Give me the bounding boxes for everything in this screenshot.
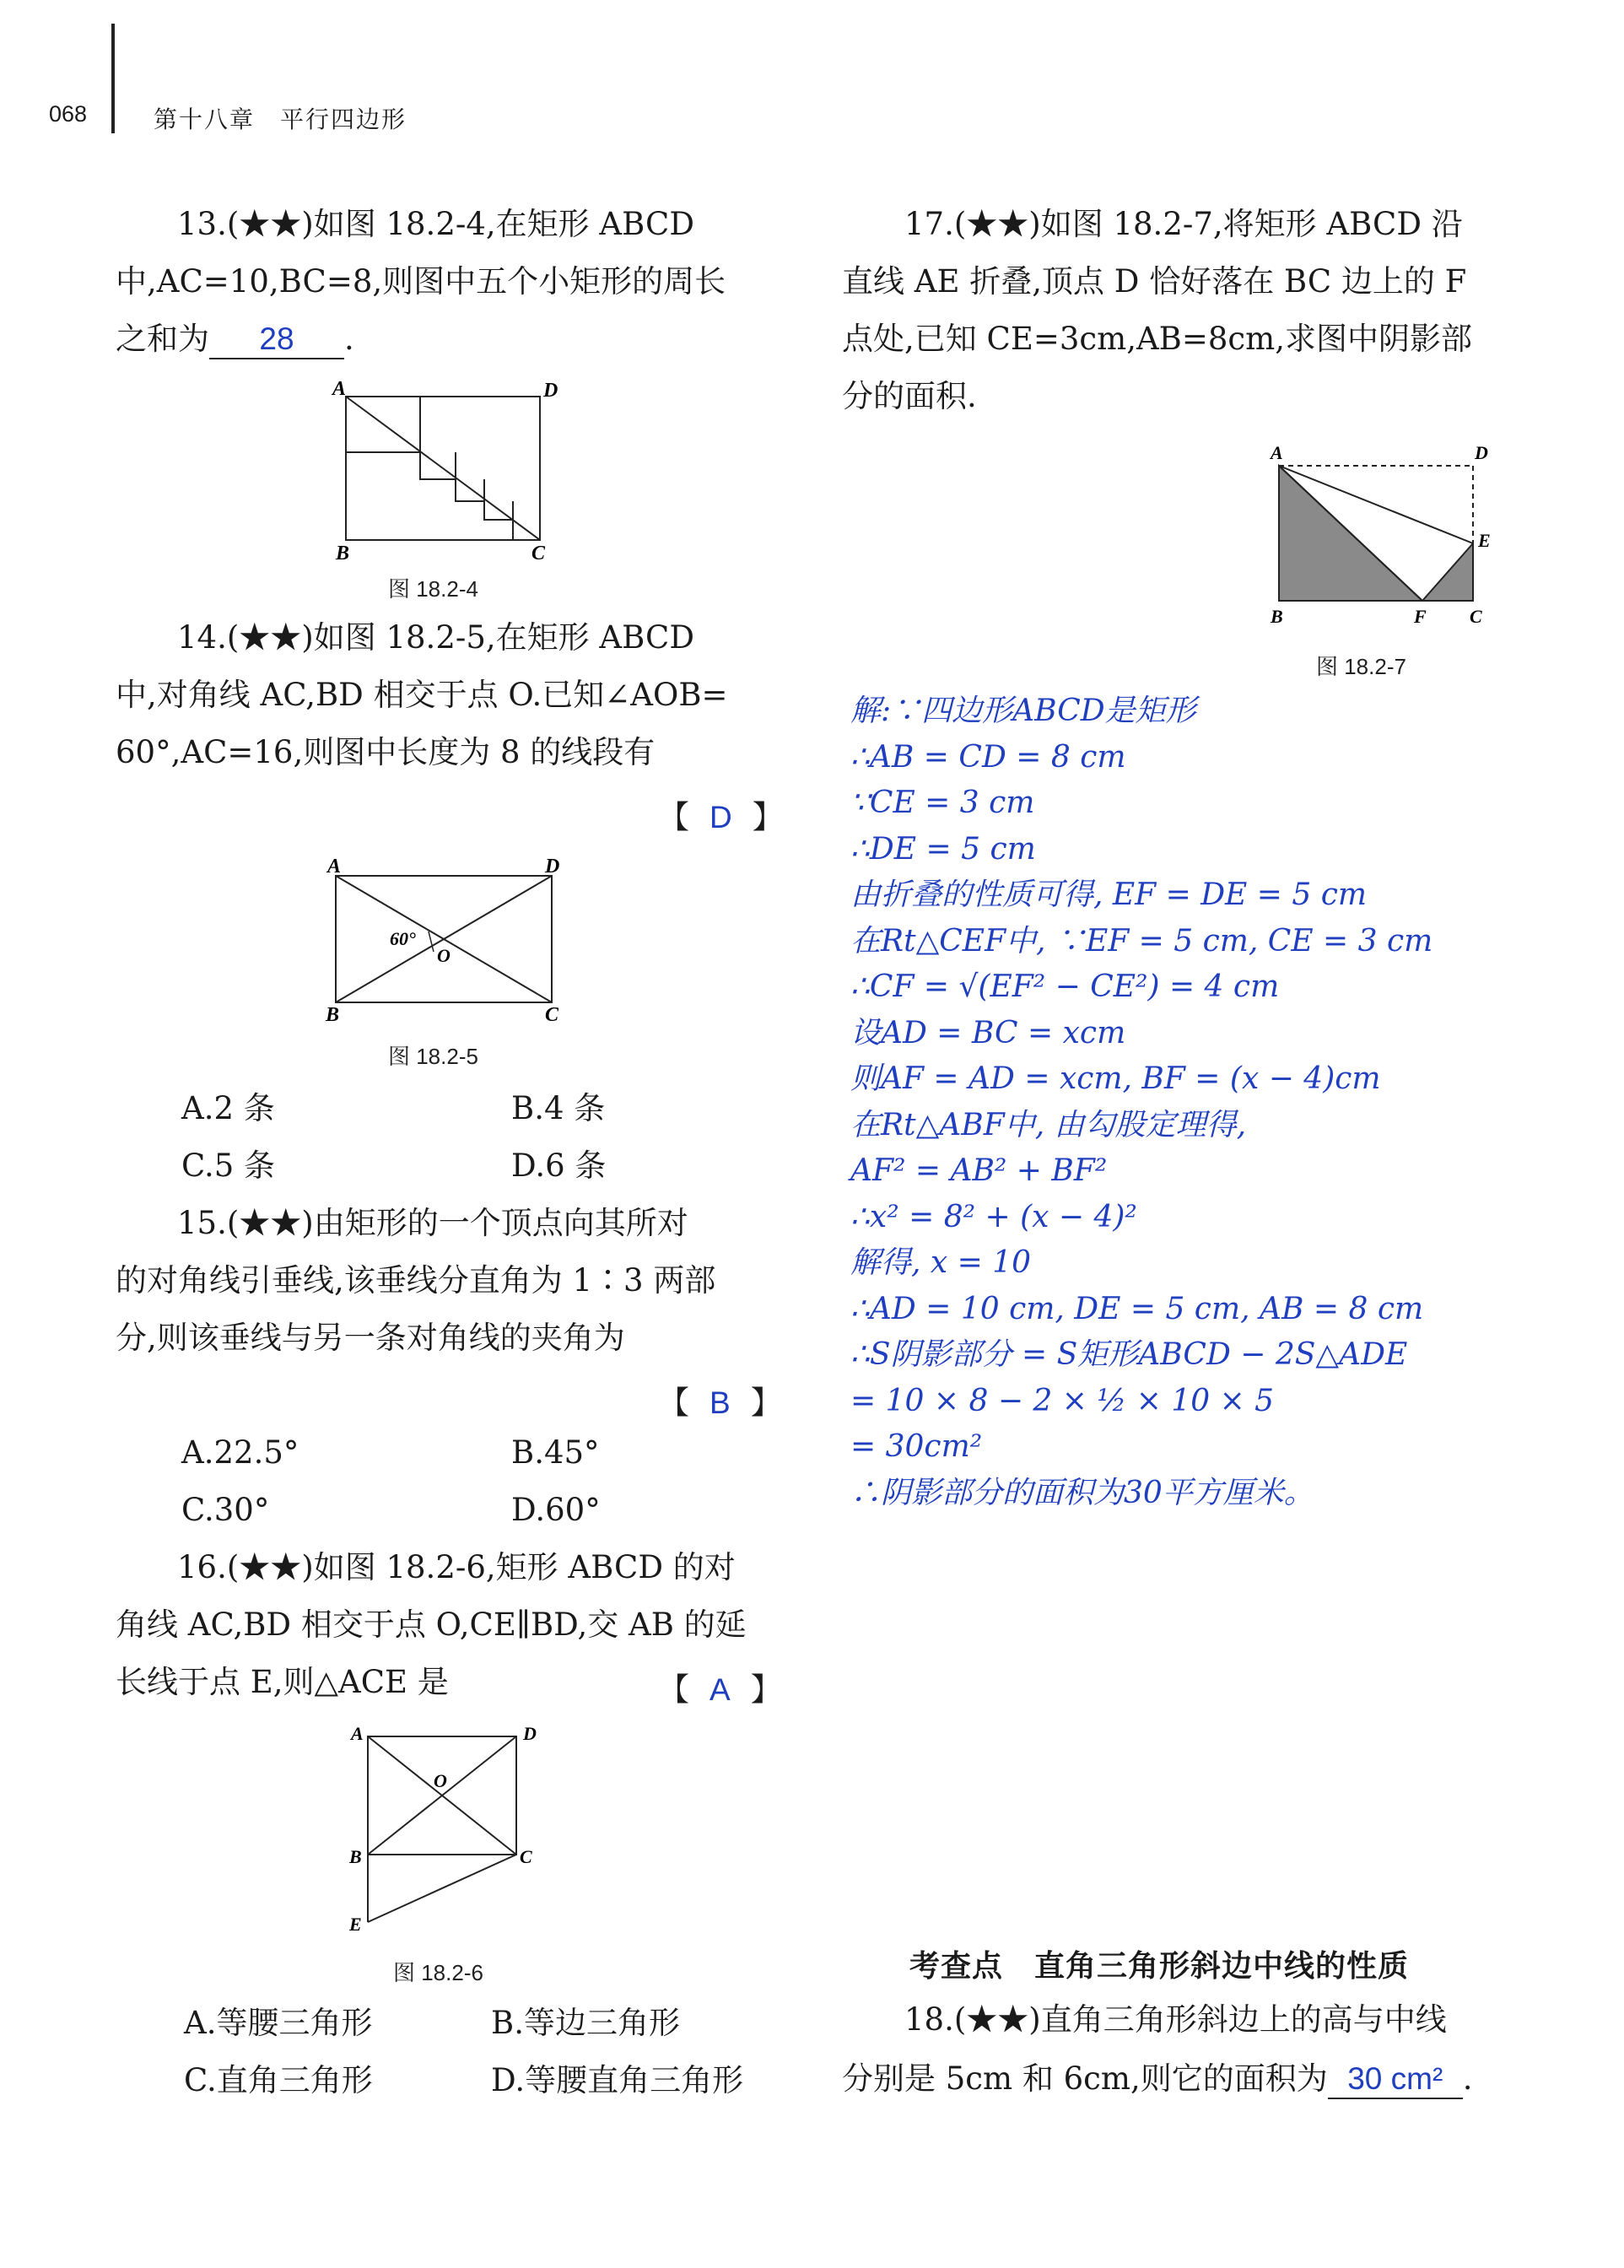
solution-line: ∴x² = 8² + (x − 4)² <box>850 1199 1137 1234</box>
q16-answer: A <box>709 1672 731 1707</box>
q15-answer-bracket: 【 B 】 <box>658 1385 782 1421</box>
q15-line-2: 的对角线引垂线,该垂线分直角为 1∶3 两部 <box>116 1262 716 1299</box>
q17-label-a: A <box>1271 442 1283 463</box>
solution-line: ∴AD = 10 cm, DE = 5 cm, AB = 8 cm <box>850 1291 1424 1326</box>
q15-line-1: 15.(★★)由矩形的一个顶点向其所对 <box>177 1205 688 1241</box>
solution-line: 解得, x = 10 <box>850 1245 1032 1280</box>
q13-line-1: 13.(★★)如图 18.2-4,在矩形 ABCD <box>177 206 694 242</box>
solution-line: 在Rt△ABF中, 由勾股定理得, <box>850 1107 1247 1142</box>
q13-caption: 图 18.2-4 <box>388 576 478 602</box>
q16-label-b: B <box>349 1846 362 1867</box>
solution-line: ∴AB = CD = 8 cm <box>850 739 1126 775</box>
q16-answer-bracket: 【 A 】 <box>658 1671 782 1708</box>
q16-label-d: D <box>523 1723 537 1744</box>
q17-label-f: F <box>1414 606 1427 627</box>
q17-label-d: D <box>1475 442 1488 463</box>
q16-caption: 图 18.2-6 <box>393 1960 483 1985</box>
q17-caption: 图 18.2-7 <box>1316 654 1406 679</box>
solution-line: ∴CF = √(EF² − CE²) = 4 cm <box>850 969 1280 1004</box>
q13-answer: 28 <box>209 321 344 359</box>
q16-line-3: 长线于点 E,则△ACE 是 <box>116 1664 449 1700</box>
solution-line: ∴S阴影部分 = S矩形ABCD − 2S△ADE <box>850 1337 1408 1372</box>
solution-line: = 30cm² <box>850 1429 983 1464</box>
q14-option-c: C.5 条 <box>181 1148 276 1184</box>
q16-label-a: A <box>351 1723 364 1744</box>
solution-line: 解:∵四边形ABCD是矩形 <box>850 694 1196 728</box>
q14-line-3: 60°,AC=16,则图中长度为 8 的线段有 <box>116 734 656 770</box>
chapter-title: 第十八章 平行四边形 <box>154 106 407 132</box>
figure-18-2-7 <box>1254 432 1503 634</box>
q13-label-d: D <box>543 380 558 402</box>
q13-line-3: 之和为 28 . <box>116 310 354 368</box>
figure-18-2-6 <box>337 1713 557 1941</box>
q13-line-2: 中,AC=10,BC=8,则图中五个小矩形的周长 <box>116 263 726 300</box>
q14-option-d: D.6 条 <box>511 1148 607 1184</box>
q16-option-b: B.等边三角形 <box>491 2005 680 2041</box>
q14-label-o: O <box>437 945 451 966</box>
q13-label-c: C <box>531 543 546 564</box>
q13-label-b: B <box>336 543 350 564</box>
q14-option-a: A.2 条 <box>181 1090 275 1126</box>
q17-solution <box>850 688 1432 1516</box>
solution-line: AF² = AB² + BF² <box>850 1153 1108 1188</box>
q15-option-b: B.45° <box>511 1434 600 1471</box>
q14-label-angle: 60° <box>390 928 416 949</box>
q16-option-a: A.等腰三角形 <box>184 2005 373 2041</box>
q14-label-c: C <box>545 1004 559 1026</box>
q14-answer: D <box>709 800 732 834</box>
q15-option-a: A.22.5° <box>181 1434 299 1471</box>
q16-label-e: E <box>349 1914 362 1935</box>
figure-18-2-4 <box>329 378 565 572</box>
solution-line: ∵CE = 3 cm <box>850 786 1035 820</box>
q17-line-2: 直线 AE 折叠,顶点 D 恰好落在 BC 边上的 F <box>842 263 1467 300</box>
figure-18-2-5 <box>319 852 580 1029</box>
q14-label-d: D <box>545 856 560 878</box>
q15-option-d: D.60° <box>511 1492 601 1528</box>
q17-label-e: E <box>1478 530 1491 551</box>
q14-option-b: B.4 条 <box>511 1090 606 1126</box>
q15-option-c: C.30° <box>181 1492 270 1528</box>
q14-label-a: A <box>327 856 342 878</box>
solution-line: = 10 × 8 − 2 × ½ × 10 × 5 <box>850 1383 1275 1418</box>
q15-line-3: 分,则该垂线与另一条对角线的夹角为 <box>116 1320 625 1356</box>
q14-line-1: 14.(★★)如图 18.2-5,在矩形 ABCD <box>177 619 694 656</box>
solution-line: 则AF = AD = xcm, BF = (x − 4)cm <box>850 1061 1381 1096</box>
q16-line-2: 角线 AC,BD 相交于点 O,CE∥BD,交 AB 的延 <box>116 1606 747 1643</box>
q18-line-1: 18.(★★)直角三角形斜边上的高与中线 <box>904 2001 1447 2038</box>
q16-line-1: 16.(★★)如图 18.2-6,矩形 ABCD 的对 <box>177 1549 736 1585</box>
q16-option-d: D.等腰直角三角形 <box>491 2062 744 2098</box>
page-number: 068 <box>49 101 88 127</box>
section-title: 考查点 直角三角形斜边中线的性质 <box>909 1948 1410 1983</box>
q17-line-4: 分的面积. <box>842 378 977 414</box>
q13-line-3-text: 之和为 <box>116 321 209 357</box>
q17-line-1: 17.(★★)如图 18.2-7,将矩形 ABCD 沿 <box>904 206 1463 242</box>
q13-label-a: A <box>332 378 347 400</box>
q18-answer: 30 cm² <box>1328 2060 1463 2099</box>
q16-label-o: O <box>434 1770 447 1791</box>
q14-label-b: B <box>326 1004 340 1026</box>
q16-label-c: C <box>520 1846 532 1867</box>
q17-label-b: B <box>1271 606 1283 627</box>
solution-line: 在Rt△CEF中, ∵EF = 5 cm, CE = 3 cm <box>850 923 1433 958</box>
q17-label-c: C <box>1470 606 1482 627</box>
q18-line-2-text: 分别是 5cm 和 6cm,则它的面积为 <box>842 2060 1328 2097</box>
q14-answer-bracket: 【 D 】 <box>658 799 784 835</box>
q18-line-2: 分别是 5cm 和 6cm,则它的面积为 30 cm² . <box>842 2050 1473 2108</box>
solution-line: 由折叠的性质可得, EF = DE = 5 cm <box>850 878 1368 912</box>
q16-option-c: C.直角三角形 <box>184 2062 373 2098</box>
q14-line-2: 中,对角线 AC,BD 相交于点 O.已知∠AOB= <box>116 677 728 713</box>
solution-line: 设AD = BC = xcm <box>850 1015 1126 1050</box>
q17-line-3: 点处,已知 CE=3cm,AB=8cm,求图中阴影部 <box>842 321 1472 357</box>
header-divider <box>111 24 115 133</box>
q15-answer: B <box>709 1385 731 1420</box>
shade-triangle-fce <box>1422 543 1473 601</box>
solution-line: ∴阴影部分的面积为30平方厘米。 <box>850 1475 1314 1510</box>
solution-line: ∴DE = 5 cm <box>850 831 1036 867</box>
q14-caption: 图 18.2-5 <box>388 1044 478 1069</box>
